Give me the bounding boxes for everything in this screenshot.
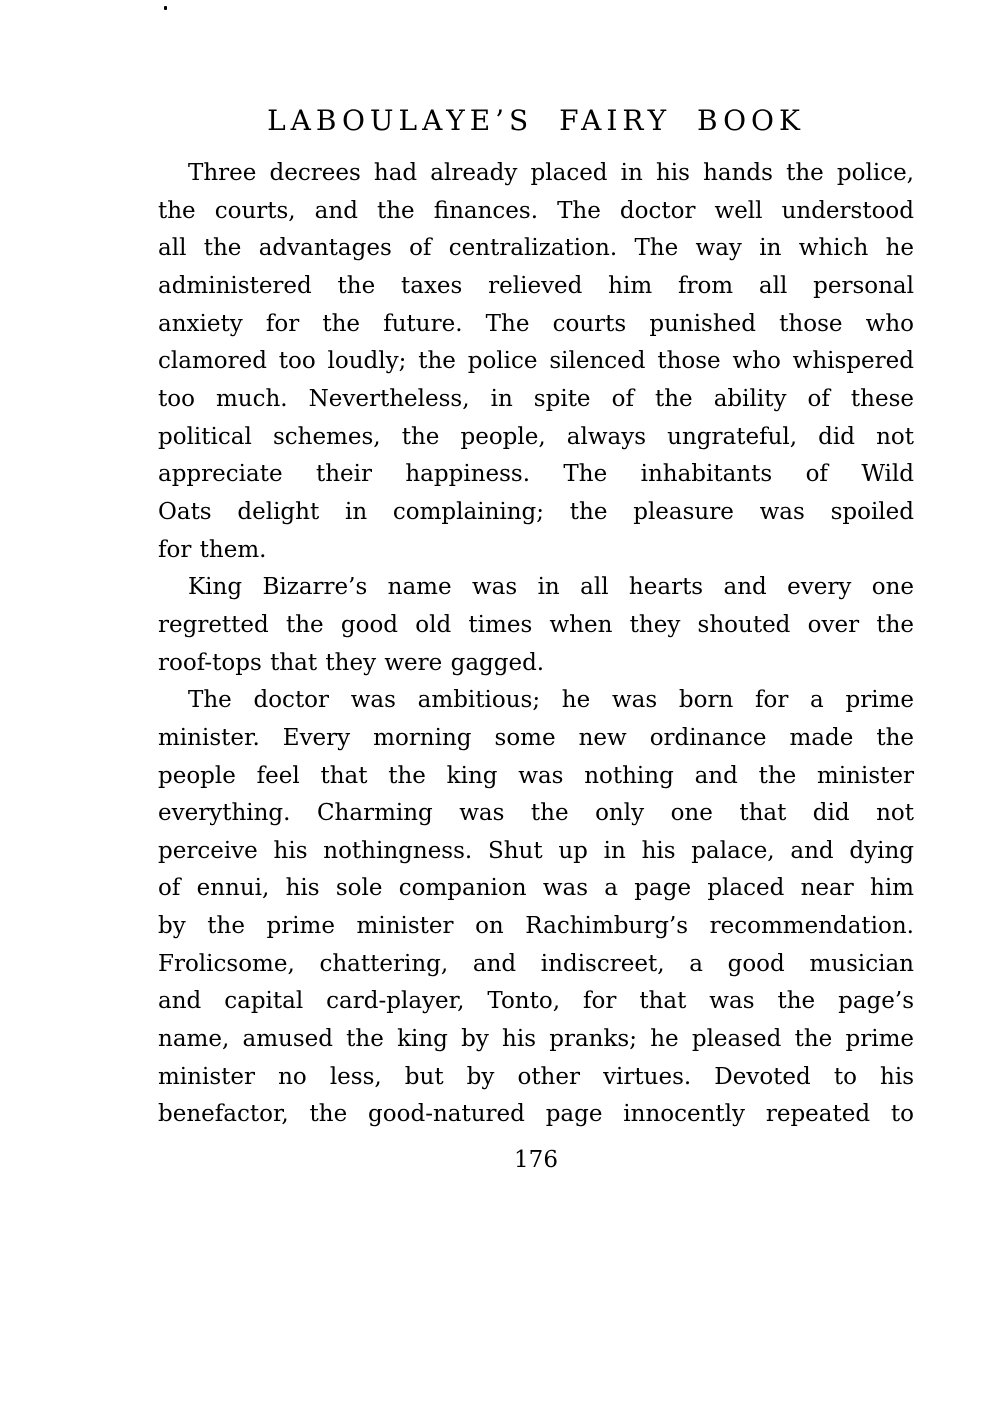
running-head: LABOULAYE’S FAIRY BOOK — [267, 104, 805, 137]
text-line: The doctor was ambitious; he was born for a prime — [188, 687, 914, 714]
body-text — [158, 155, 914, 1134]
text-line: King Bizarre’s name was in all hearts and every one — [188, 574, 914, 601]
text-line: and capital card-player, Tonto, for that was the page’s — [158, 988, 914, 1015]
scan-speck — [164, 6, 167, 10]
text-line: benefactor, the good-natured page innocently repeated to — [158, 1101, 914, 1128]
text-line: Frolicsome, chattering, and indiscreet, a good musician — [158, 950, 914, 977]
paragraph — [158, 682, 914, 1134]
text-line: regretted the good old times when they shouted over the — [158, 611, 914, 638]
text-line: appreciate their happiness. The inhabitants of Wild — [158, 461, 914, 488]
paragraph — [158, 155, 914, 569]
page-number: 176 — [514, 1147, 558, 1174]
text-line: clamored too loudly; the police silenced those who whispered — [158, 348, 914, 375]
text-line: administered the taxes relieved him from all personal — [158, 272, 914, 299]
text-line: anxiety for the future. The courts punished those who — [158, 310, 914, 337]
text-line: perceive his nothingness. Shut up in his palace, and dying — [158, 837, 914, 864]
text-line: everything. Charming was the only one that did not — [158, 800, 914, 827]
text-line: all the advantages of centralization. The way in which he — [158, 235, 914, 262]
text-line: by the prime minister on Rachimburg’s recommendation. — [158, 913, 914, 940]
text-block — [158, 103, 914, 1173]
text-line: roof-tops that they were gagged. — [158, 649, 545, 676]
text-line: minister. Every morning some new ordinance made the — [158, 724, 914, 751]
text-line: the courts, and the finances. The doctor well understood — [158, 197, 914, 224]
text-line: of ennui, his sole companion was a page placed near him — [158, 875, 914, 902]
text-line: too much. Nevertheless, in spite of the ability of these — [158, 385, 914, 412]
text-line: for them. — [158, 536, 267, 563]
text-line: Oats delight in complaining; the pleasure was spoiled — [158, 498, 914, 525]
text-line: name, amused the king by his pranks; he pleased the prime — [158, 1026, 914, 1053]
paragraph — [158, 569, 914, 682]
text-line: Three decrees had already placed in his hands the police, — [188, 160, 914, 186]
text-line: minister no less, but by other virtues. Devoted to his — [158, 1063, 914, 1090]
text-line: people feel that the king was nothing and the minister — [158, 762, 914, 789]
text-line: political schemes, the people, always ungrateful, did not — [158, 423, 914, 450]
